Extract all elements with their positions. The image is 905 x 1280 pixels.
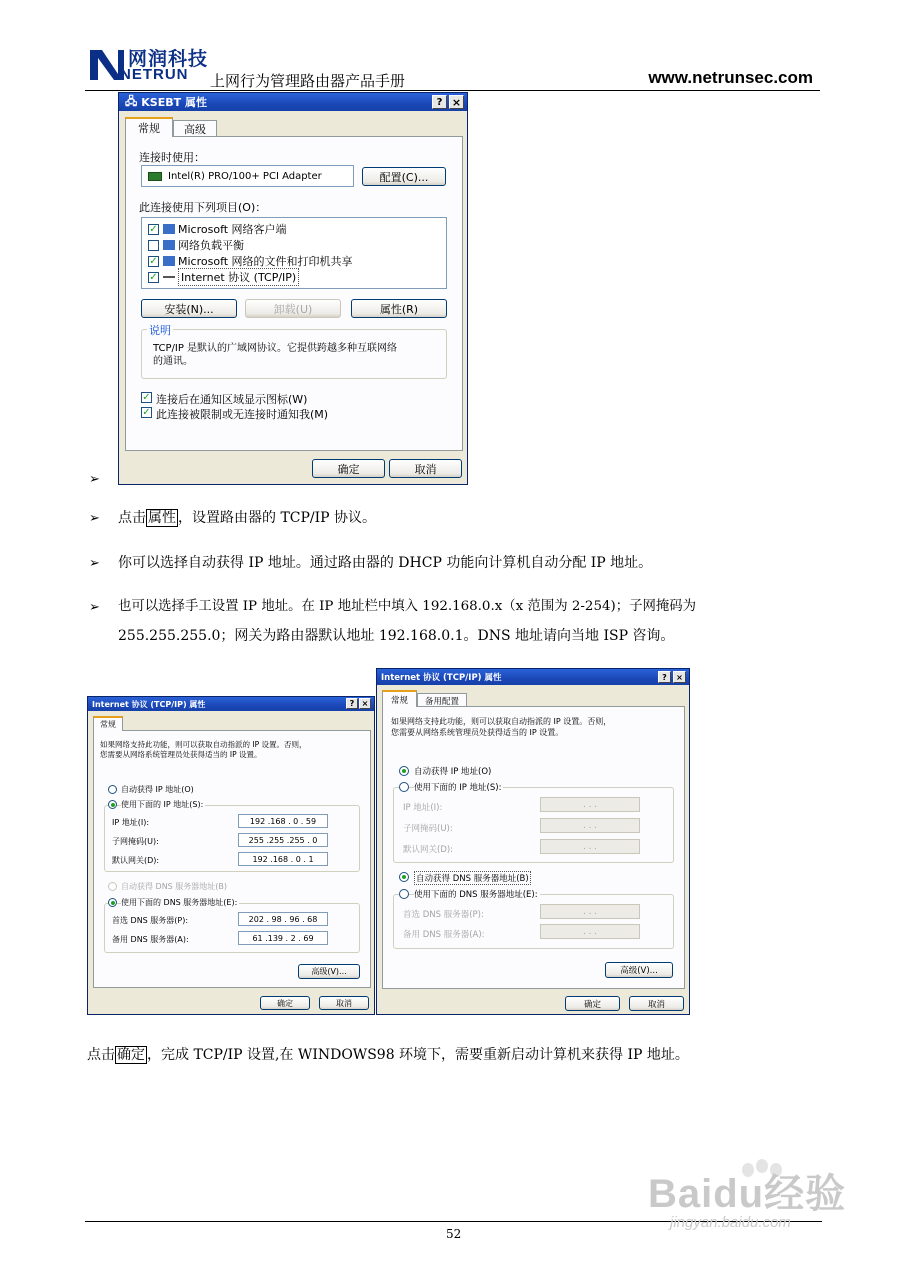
uninstall-button[interactable]: 卸载(U) (245, 299, 341, 318)
list-item-label: Microsoft 网络客户端 (178, 223, 287, 236)
tab-advanced[interactable]: 高级 (173, 120, 217, 137)
preferred-dns-field[interactable]: 202 . 98 . 96 . 68 (238, 912, 328, 926)
network-icon (163, 240, 175, 250)
advanced-button[interactable]: 高级(V)... (605, 962, 673, 978)
final-instruction (87, 1039, 689, 1071)
alternate-dns-label: 备用 DNS 服务器(A): (112, 935, 189, 944)
tab-general[interactable]: 常规 (382, 690, 417, 707)
help-button[interactable]: ? (658, 671, 671, 683)
list-item[interactable] (148, 254, 353, 268)
tab-general[interactable]: 常规 (93, 716, 123, 731)
notify-label: 此连接被限制或无连接时通知我(M) (156, 408, 329, 421)
step-text: ，设置路由器的 TCP/IP 协议。 (178, 510, 377, 526)
auto-dns-label: 自动获得 DNS 服务器地址(B) (414, 871, 531, 885)
intro-text: 如果网络支持此功能，则可以获取自动指派的 IP 设置。否则， (100, 740, 307, 749)
manual-ip-radio[interactable] (399, 782, 409, 792)
dialog-title: Internet 协议 (TCP/IP) 属性 (92, 699, 206, 709)
description-text: 的通讯。 (153, 356, 193, 367)
description-text: TCP/IP 是默认的广域网协议。它提供跨越多种互联网络 (153, 343, 398, 354)
preferred-dns-field[interactable]: . . . (540, 904, 640, 919)
alternate-dns-field[interactable]: 61 .139 . 2 . 69 (238, 931, 328, 945)
manual-ip-label: 使用下面的 IP 地址(S): (414, 783, 502, 793)
ksebt-properties-dialog (118, 92, 468, 485)
manual-dns-label: 使用下面的 DNS 服务器地址(E): (121, 898, 238, 907)
configure-button[interactable]: 配置(C)... (362, 167, 446, 186)
intro-text: 如果网络支持此功能，则可以获取自动指派的 IP 设置。否则， (391, 717, 612, 726)
gateway-label: 默认网关(D): (403, 845, 454, 855)
help-button[interactable]: ? (346, 698, 358, 709)
gateway-field[interactable]: 192 .168 . 0 . 1 (238, 852, 328, 866)
subnet-mask-field[interactable]: . . . (540, 818, 640, 833)
tcpip-auto-dialog (376, 668, 690, 1015)
auto-ip-label: 自动获得 IP 地址(O) (121, 785, 194, 794)
final-text: 点击 (87, 1047, 115, 1063)
baidu-watermark-url: jingyan.baidu.com (670, 1214, 791, 1231)
bullet-arrow: ➢ (89, 511, 100, 526)
manual-dns-label: 使用下面的 DNS 服务器地址(E): (414, 890, 538, 900)
ip-address-field[interactable]: 192 .168 . 0 . 59 (238, 814, 328, 828)
adapter-icon (148, 172, 162, 181)
manual-dns-radio[interactable] (108, 898, 117, 907)
ip-address-field[interactable]: . . . (540, 797, 640, 812)
preferred-dns-label: 首选 DNS 服务器(P): (403, 910, 484, 920)
auto-ip-radio[interactable] (108, 785, 117, 794)
close-button[interactable]: × (359, 698, 371, 709)
components-list (141, 217, 447, 289)
bullet-arrow: ➢ (89, 600, 100, 615)
tcpip-manual-dialog (87, 696, 375, 1015)
step-manual-ip-line2: 255.255.255.0；网关为路由器默认地址 192.168.0.1。DNS 地址请向当地 ISP 咨询。 (118, 628, 675, 644)
logo-cn-text: 网润科技 (128, 48, 209, 70)
ip-address-label: IP 地址(I): (112, 818, 150, 827)
subnet-mask-label: 子网掩码(U): (403, 824, 453, 834)
help-button[interactable]: ? (432, 95, 447, 109)
alternate-dns-label: 备用 DNS 服务器(A): (403, 930, 485, 940)
connect-using-label: 连接时使用： (139, 151, 205, 164)
properties-button[interactable]: 属性(R) (351, 299, 447, 318)
auto-ip-label: 自动获得 IP 地址(O) (414, 767, 492, 777)
close-button[interactable]: × (449, 95, 464, 109)
dialog-title: Internet 协议 (TCP/IP) 属性 (381, 673, 502, 683)
cancel-button[interactable]: 取消 (319, 996, 369, 1010)
dns-group (104, 903, 360, 953)
subnet-mask-label: 子网掩码(U): (112, 837, 159, 846)
manual-title: 上网行为管理路由器产品手册 (210, 72, 406, 90)
auto-dns-radio[interactable] (108, 882, 117, 891)
page-number: 52 (446, 1227, 462, 1241)
ok-button[interactable]: 确定 (565, 996, 620, 1011)
cancel-button[interactable]: 取消 (629, 996, 684, 1011)
components-label: 此连接使用下列项目(O)： (139, 201, 267, 214)
tab-alternate-config[interactable]: 备用配置 (417, 693, 467, 707)
dialog-titlebar (119, 93, 467, 111)
list-item-label: Internet 协议 (TCP/IP) (178, 268, 299, 286)
ok-boxed-term: 确定 (117, 1047, 145, 1063)
gateway-field[interactable]: . . . (540, 839, 640, 854)
list-item[interactable] (148, 238, 244, 252)
protocol-icon (163, 276, 175, 278)
final-text: ，完成 TCP/IP 设置,在 WINDOWS98 环境下，需要重新启动计算机来获得 IP 地址。 (147, 1047, 689, 1063)
ok-button[interactable]: 确定 (260, 996, 310, 1010)
adapter-name: Intel(R) PRO/100+ PCI Adapter (168, 170, 322, 182)
install-button[interactable]: 安装(N)... (141, 299, 237, 318)
step-text: 点击 (118, 510, 146, 526)
cancel-button[interactable]: 取消 (389, 459, 462, 478)
alternate-dns-field[interactable]: . . . (540, 924, 640, 939)
subnet-mask-field[interactable]: 255 .255 .255 . 0 (238, 833, 328, 847)
manual-dns-radio[interactable] (399, 889, 409, 899)
step-auto-ip: 你可以选择自动获得 IP 地址。通过路由器的 DHCP 功能向计算机自动分配 IP 地址。 (118, 555, 653, 571)
close-button[interactable]: × (673, 671, 686, 683)
share-icon (163, 256, 175, 266)
checkbox[interactable]: ✓ (149, 223, 158, 235)
dialog-titlebar (377, 669, 689, 685)
auto-ip-radio[interactable] (399, 766, 409, 776)
auto-dns-radio[interactable] (399, 872, 409, 882)
checkbox[interactable] (148, 240, 159, 251)
gateway-label: 默认网关(D): (112, 856, 160, 865)
step-manual-ip-line1: 也可以选择手工设置 IP 地址。在 IP 地址栏中填入 192.168.0.x（x 范围为 2-254)；子网掩码为 (118, 599, 697, 614)
website-url: www.netrunsec.com (648, 68, 813, 87)
header-divider (85, 90, 820, 91)
bullet-arrow: ➢ (89, 472, 100, 487)
intro-text: 您需要从网络系统管理员处获得适当的 IP 设置。 (391, 728, 564, 737)
properties-boxed-term: 属性 (148, 510, 176, 526)
logo-en-text: NETRUN (120, 66, 189, 83)
list-item[interactable] (148, 222, 287, 236)
dialog-titlebar (88, 697, 374, 711)
adapter-field (141, 165, 354, 187)
checkbox[interactable]: ✓ (149, 271, 158, 283)
baidu-watermark: Baidu经验 (648, 1172, 847, 1216)
description-title: 说明 (149, 324, 171, 337)
list-item-label: Microsoft 网络的文件和打印机共享 (178, 255, 353, 268)
manual-ip-label: 使用下面的 IP 地址(S): (121, 800, 204, 809)
advanced-button[interactable]: 高级(V)... (298, 964, 360, 979)
dialog-title: KSEBT 属性 (141, 96, 207, 109)
ok-button[interactable]: 确定 (312, 459, 385, 478)
client-icon (163, 224, 175, 234)
preferred-dns-label: 首选 DNS 服务器(P): (112, 916, 189, 925)
notify-checkbox[interactable]: ✓ (142, 407, 151, 418)
bullet-arrow: ➢ (89, 556, 100, 571)
ip-address-label: IP 地址(I): (403, 803, 443, 813)
dns-group (393, 894, 674, 949)
show-icon-checkbox[interactable]: ✓ (142, 392, 151, 403)
manual-ip-radio[interactable] (108, 800, 117, 809)
list-item-selected[interactable] (148, 270, 299, 284)
step-click-properties (118, 502, 376, 534)
tab-general[interactable]: 常规 (125, 117, 173, 137)
intro-text: 您需要从网络系统管理员处获得适当的 IP 设置。 (100, 750, 262, 759)
auto-dns-label: 自动获得 DNS 服务器地址(B) (121, 882, 228, 891)
list-item-label: 网络负载平衡 (178, 239, 244, 252)
checkbox[interactable]: ✓ (149, 255, 158, 267)
network-icon: 🖧 (125, 94, 138, 108)
show-icon-label: 连接后在通知区域显示图标(W) (156, 393, 308, 406)
